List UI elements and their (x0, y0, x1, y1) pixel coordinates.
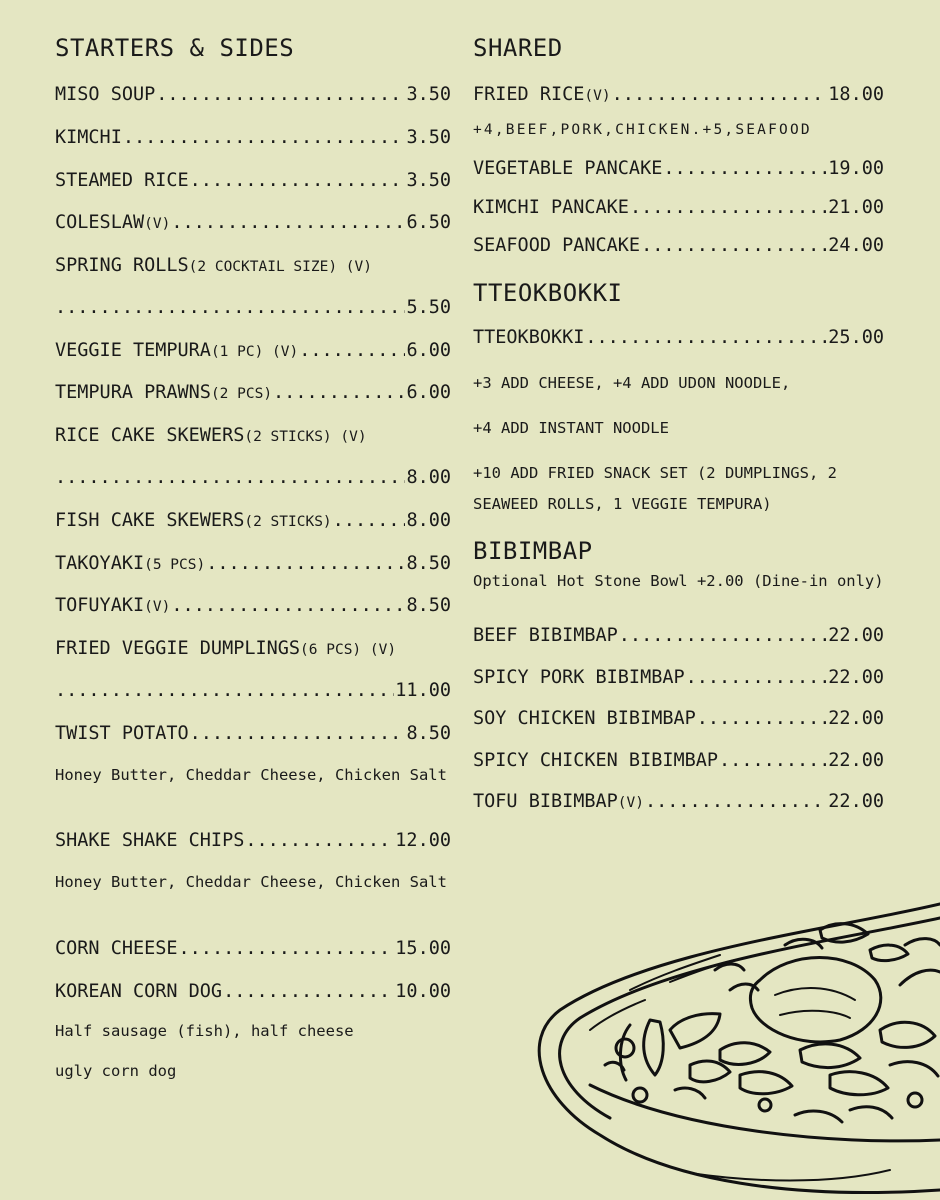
item-name: STEAMED RICE (55, 170, 189, 191)
item-tag: (2 STICKS) (V) (244, 429, 367, 445)
twist-potato-flavours: Honey Butter, Cheddar Cheese, Chicken Salt (55, 766, 447, 784)
item-name: VEGGIE TEMPURA (55, 340, 211, 361)
tteokbokki-addon: +3 ADD CHEESE, +4 ADD UDON NOODLE, (473, 374, 791, 392)
menu-item-spicy-chicken-bibimbap (473, 750, 884, 771)
menu-item-kimchi-pancake (473, 197, 884, 218)
item-name: SPRING ROLLS (55, 255, 189, 276)
item-name: CORN CHEESE (55, 938, 178, 959)
item-price: 3.50 (406, 127, 451, 148)
bibimbap-bowl-illustration (530, 890, 940, 1200)
item-name: SHAKE SHAKE CHIPS (55, 830, 245, 851)
item-price: 8.50 (406, 595, 451, 616)
menu-item-steamed-rice (55, 170, 451, 191)
item-price: 12.00 (395, 830, 451, 851)
menu-item-corn-cheese (55, 938, 451, 959)
item-name: TEMPURA PRAWNS (55, 382, 211, 403)
item-name: FRIED VEGGIE DUMPLINGS (55, 638, 301, 659)
menu-item-tofu-bibimbap (473, 791, 884, 812)
item-price: 3.50 (406, 170, 451, 191)
item-tag: (2 STICKS) (244, 514, 332, 530)
menu-item-soy-chicken-bibimbap (473, 708, 884, 729)
item-name: SOY CHICKEN BIBIMBAP (473, 708, 696, 729)
item-name: TOFUYAKI (55, 595, 145, 616)
item-price: 22.00 (828, 791, 884, 812)
item-price: 21.00 (828, 197, 884, 218)
corn-dog-note: Half sausage (fish), half cheese (55, 1022, 354, 1040)
item-name: KIMCHI (55, 127, 122, 148)
item-price: 3.50 (406, 84, 451, 105)
item-price: 15.00 (395, 938, 451, 959)
item-price: 6.00 (406, 382, 451, 403)
menu-item-fried-veggie-dumplings-price (55, 680, 451, 701)
menu-item-fried-veggie-dumplings (55, 638, 451, 659)
item-tag: (2 COCKTAIL SIZE) (V) (188, 259, 372, 275)
menu-item-seafood-pancake (473, 235, 884, 256)
section-heading-starters: STARTERS & SIDES (55, 34, 295, 62)
menu-item-tteokbokki (473, 327, 884, 348)
item-tag: (V) (617, 795, 644, 811)
item-price: 8.50 (406, 723, 451, 744)
item-name: COLESLAW (55, 212, 145, 233)
item-name: SPICY PORK BIBIMBAP (473, 667, 685, 688)
item-tag: (V) (144, 216, 171, 232)
menu-item-spicy-pork-bibimbap (473, 667, 884, 688)
item-name: MISO SOUP (55, 84, 156, 105)
menu-item-twist-potato (55, 723, 451, 744)
corn-dog-note: ugly corn dog (55, 1062, 177, 1080)
section-heading-bibimbap: BIBIMBAP (473, 537, 593, 565)
menu-item-shake-shake-chips (55, 830, 451, 851)
hot-stone-bowl-note: Optional Hot Stone Bowl +2.00 (Dine-in only) (473, 572, 884, 590)
item-name: TOFU BIBIMBAP (473, 791, 618, 812)
item-tag: (V) (144, 599, 171, 615)
item-price: 11.00 (395, 680, 451, 701)
fried-rice-addon: +4,BEEF,PORK,CHICKEN.+5,SEAFOOD (473, 122, 812, 138)
menu-item-fried-rice (473, 84, 884, 105)
item-name: SEAFOOD PANCAKE (473, 235, 641, 256)
shake-shake-chips-flavours: Honey Butter, Cheddar Cheese, Chicken Salt (55, 873, 447, 891)
menu-item-tofuyaki (55, 595, 451, 616)
item-tag: (V) (584, 88, 611, 104)
menu-item-rice-cake-skewers (55, 425, 451, 446)
item-tag: (2 PCS) (210, 386, 273, 402)
item-name: TWIST POTATO (55, 723, 189, 744)
item-price: 22.00 (828, 708, 884, 729)
item-price: 18.00 (828, 84, 884, 105)
section-heading-tteokbokki: TTEOKBOKKI (473, 279, 623, 307)
tteokbokki-addon: +4 ADD INSTANT NOODLE (473, 419, 669, 437)
item-name: FISH CAKE SKEWERS (55, 510, 245, 531)
menu-item-miso-soup (55, 84, 451, 105)
item-price: 22.00 (828, 667, 884, 688)
tteokbokki-addon: SEAWEED ROLLS, 1 VEGGIE TEMPURA) (473, 495, 772, 513)
item-price: 5.50 (406, 297, 451, 318)
item-price: 6.00 (406, 340, 451, 361)
menu-item-spring-rolls-price (55, 297, 451, 318)
item-price: 8.50 (406, 553, 451, 574)
menu-item-beef-bibimbap (473, 625, 884, 646)
item-name: BEEF BIBIMBAP (473, 625, 618, 646)
item-price: 10.00 (395, 981, 451, 1002)
item-price: 8.00 (406, 510, 451, 531)
item-tag: (5 PCS) (144, 557, 206, 573)
menu-item-vegetable-pancake (473, 158, 884, 179)
item-name: RICE CAKE SKEWERS (55, 425, 245, 446)
item-name: KIMCHI PANCAKE (473, 197, 629, 218)
menu-item-veggie-tempura (55, 340, 451, 361)
menu-item-tempura-prawns (55, 382, 451, 403)
item-price: 22.00 (828, 625, 884, 646)
menu-item-rice-cake-skewers-price (55, 467, 451, 488)
menu-item-spring-rolls (55, 255, 451, 276)
tteokbokki-addon: +10 ADD FRIED SNACK SET (2 DUMPLINGS, 2 (473, 464, 837, 482)
menu-item-fish-cake-skewers (55, 510, 451, 531)
item-price: 24.00 (828, 235, 884, 256)
section-heading-shared: SHARED (473, 34, 563, 62)
item-price: 25.00 (828, 327, 884, 348)
menu-item-coleslaw (55, 212, 451, 233)
menu-item-korean-corn-dog (55, 981, 451, 1002)
item-price: 6.50 (406, 212, 451, 233)
item-name: SPICY CHICKEN BIBIMBAP (473, 750, 719, 771)
item-name: KOREAN CORN DOG (55, 981, 223, 1002)
menu-item-kimchi (55, 127, 451, 148)
item-name: FRIED RICE (473, 84, 585, 105)
menu-item-takoyaki (55, 553, 451, 574)
item-price: 8.00 (406, 467, 451, 488)
item-tag: (6 PCS) (V) (300, 642, 397, 658)
item-tag: (1 PC) (V) (210, 344, 299, 360)
item-name: VEGETABLE PANCAKE (473, 158, 663, 179)
item-price: 19.00 (828, 158, 884, 179)
item-name: TAKOYAKI (55, 553, 145, 574)
item-name: TTEOKBOKKI (473, 327, 585, 348)
item-price: 22.00 (828, 750, 884, 771)
